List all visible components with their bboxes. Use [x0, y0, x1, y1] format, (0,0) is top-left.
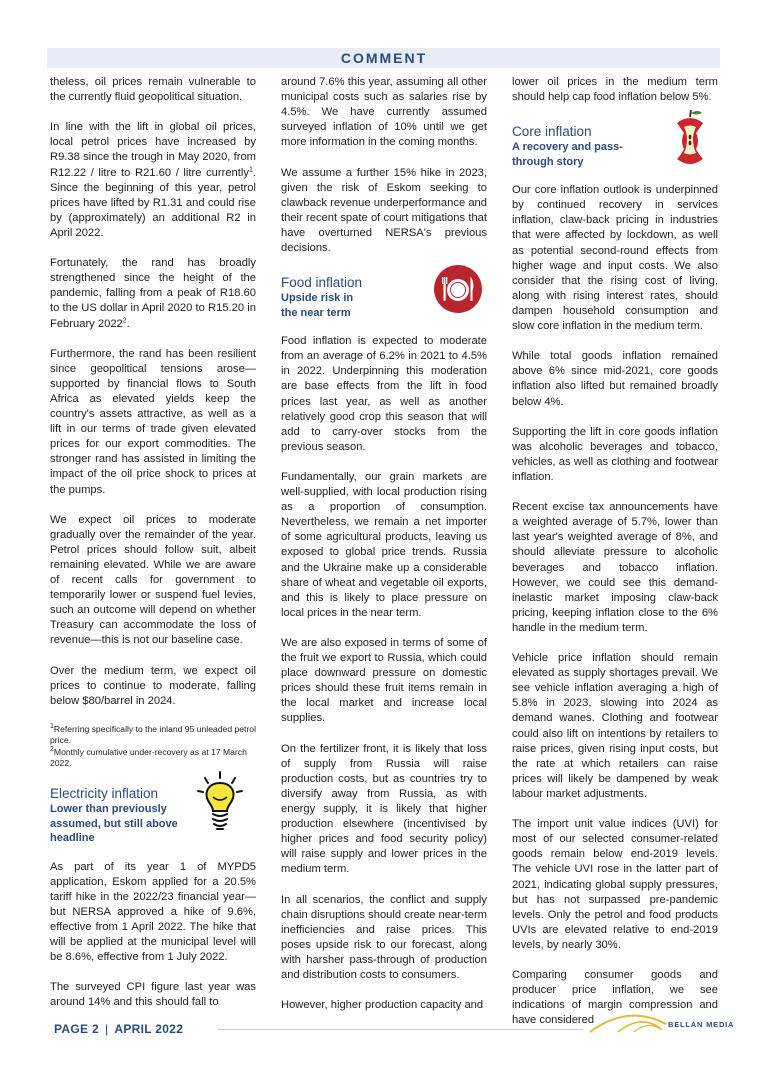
- lightbulb-icon: [196, 771, 244, 833]
- electricity-subheading: Lower than previously assumed, but still above headline: [50, 803, 178, 845]
- paragraph: Food inflation is expected to moderate from an average of 6.2% in 2021 to 4.5% in 2022. Underpinning this moderation are base effects from the lift in food prices last year, as well as another relatively good crop this season that will add to carry-over stocks from the previous season.: [281, 335, 487, 453]
- footnote: $^2$Monthly cumulative under-recovery as at 17 March 2022.: [50, 746, 247, 769]
- paragraph: Fundamentally, our grain markets are well-supplied, with local production rising as a proportion of consumption. Nevertheless, we remain a net importer of some agricultural products, leaving us exposed to global price trends. Russia and the Ukraine make up a considerable share of wheat and vegetable oil exports, and this is likely to place pressure on local prices in the near term.: [281, 470, 487, 619]
- section-title: COMMENT: [340, 50, 428, 66]
- core-heading: Core inflation: [512, 124, 592, 140]
- paragraph: In line with the lift in global oil prices, local petrol prices have increased by R9.38 since the trough in May 2020, from R12.22 / litre to R21.60 / litre currently$^1$. Since the beginning of this year, petrol prices have lifted by R1.31 and could rise by (approximately) an additional R2 in April 2022.: [50, 121, 256, 239]
- core-subheading: A recovery and pass-through story: [512, 141, 623, 168]
- footnotes: [50, 724, 256, 769]
- footnote: $^1$Referring specifically to the inland 95 unleaded petrol price.: [50, 723, 256, 746]
- paragraph: However, higher production capacity and: [281, 999, 484, 1012]
- brand-name: BELLAN MEDIA: [668, 1020, 735, 1029]
- paragraph: theless, oil prices remain vulnerable to the currently fluid geopolitical situation.: [50, 76, 256, 104]
- paragraph: On the fertilizer front, it is likely that loss of supply from Russia will raise production costs, but as countries try to diversify away from Russia, as with energy supply, it is likely that higher production elsewhere (incentivised by higher prices and food security policy) will raise supply and lower prices in the medium term.: [281, 742, 487, 876]
- food-section-header: [281, 274, 487, 320]
- column-3: [512, 75, 718, 1044]
- electricity-heading: Electricity inflation: [50, 786, 159, 802]
- paragraph: The surveyed CPI figure last year was around 14% and this should fall to: [50, 981, 256, 1009]
- footer-rule: [218, 1029, 583, 1030]
- paragraph: around 7.6% this year, assuming all other municipal costs such as salaries rise by 4.5%. We have currently assumed surveyed inflation of 10% until we get more information in the coming months.: [281, 76, 487, 149]
- plate-icon: [433, 264, 483, 314]
- page-number: PAGE 2: [54, 1022, 99, 1036]
- column-2: [281, 75, 487, 1028]
- paragraph: Our core inflation outlook is underpinned by continued recovery in services inflation, claw-back pricing in industries that were affected by lockdown, as well as potential second-round effects from higher wage and input costs. We also consider that the rising cost of living, along with rising interest rates, should dampen household consumption and slow core inflation in the medium term.: [512, 184, 718, 333]
- footer-page-info: [54, 1022, 183, 1036]
- paragraph: We expect oil prices to moderate gradually over the remainder of the year. Petrol prices should follow suit, albeit remaining elevated. While we are aware of recent calls for government to temporarily lower or suspend fuel levies, such an outcome will depend on whether Treasury can accommodate the loss of revenue—this is not our baseline case.: [50, 513, 256, 647]
- food-heading: Food inflation: [281, 275, 363, 291]
- paragraph: Furthermore, the rand has been resilient since geopolitical tensions arose—supported by financial flows to South Africa as elevated yields keep the country's assets attractive, as well as a lift in our terms of trade given elevated prices for our export commodities. The stronger rand has assisted in limiting the impact of the oil price shock to prices at the pumps.: [50, 347, 256, 496]
- electricity-section-header: [50, 785, 256, 846]
- food-subheading: Upside risk in the near term: [281, 292, 354, 319]
- paragraph: We assume a further 15% hike in 2023, given the risk of Eskom seeking to clawback revenue underperformance and their recent spate of court mitigations that have overturned NERSA's previous decisions.: [281, 166, 487, 255]
- paragraph: Comparing consumer goods and producer price inflation, we see indications of margin compression and have considered: [512, 969, 718, 1027]
- paragraph: lower oil prices in the medium term should help cap food inflation below 5%.: [512, 76, 718, 104]
- paragraph: Over the medium term, we expect oil prices to continue to moderate, falling below $80/barrel in 2024.: [50, 664, 256, 707]
- footer-separator: |: [104, 1022, 109, 1036]
- column-1: [50, 75, 256, 1026]
- paragraph: Supporting the lift in core goods inflation was alcoholic beverages and tobacco, vehicles, as well as clothing and footwear inflation.: [512, 425, 718, 483]
- core-section-header: [512, 123, 718, 169]
- paragraph: While total goods inflation remained above 6% since mid-2021, core goods inflation also lifted but remained broadly below 4%.: [512, 350, 718, 408]
- paragraph: As part of its year 1 of MYPD5 application, Eskom applied for a 20.5% tariff hike in the 2022/23 financial year—but NERSA approved a hike of 9.6%, effective from 1 April 2022. The hike that will be applied at the municipal level will be 8.6%, effective from 1 July 2022.: [50, 860, 256, 964]
- paragraph: We are also exposed in terms of some of the fruit we export to Russia, which could place downward pressure on domestic prices should these fruit items remain in the local market and increase local supplies.: [281, 637, 487, 725]
- paragraph: Fortunately, the rand has broadly strengthened since the height of the pandemic, falling from a peak of R18.60 to the US dollar in April 2020 to R15.20 in February 2022$^2$.: [50, 257, 256, 330]
- apple-core-icon: [672, 109, 708, 169]
- issue-date: APRIL 2022: [114, 1022, 184, 1036]
- paragraph: Vehicle price inflation should remain elevated as supply shortages prevail. We see vehicle inflation averaging a high of 5.8% in 2023, slowing into 2024 as demand wanes. Clothing and footwear could also lift on intentions by retailers to raise prices, given rising input costs, but the rate at which retailers can raise prices will likely be dampened by weak labour market adjustments.: [512, 652, 718, 800]
- paragraph: Recent excise tax announcements have a weighted average of 5.7%, lower than last year's weighted average of 8%, and should alleviate pressure to alcoholic beverages and tobacco inflation. However, we could see this demand-inelastic market imposing claw-back pricing, keeping inflation close to the 6% handle in the medium term.: [512, 501, 718, 634]
- paragraph: The import unit value indices (UVI) for most of our selected consumer-related goods remain below end-2019 levels. The vehicle UVI rose in the latter part of 2021, indicating global supply pressures, but has not surpassed pre-pandemic levels. Only the petrol and food products UVIs are elevated relative to end-2019 levels, by nearly 30%.: [512, 818, 718, 951]
- paragraph: In all scenarios, the conflict and supply chain disruptions should create near-term inefficiencies and raise prices. This poses upside risk to our forecast, along with harsher pass-through of production and distribution costs to consumers.: [281, 893, 487, 982]
